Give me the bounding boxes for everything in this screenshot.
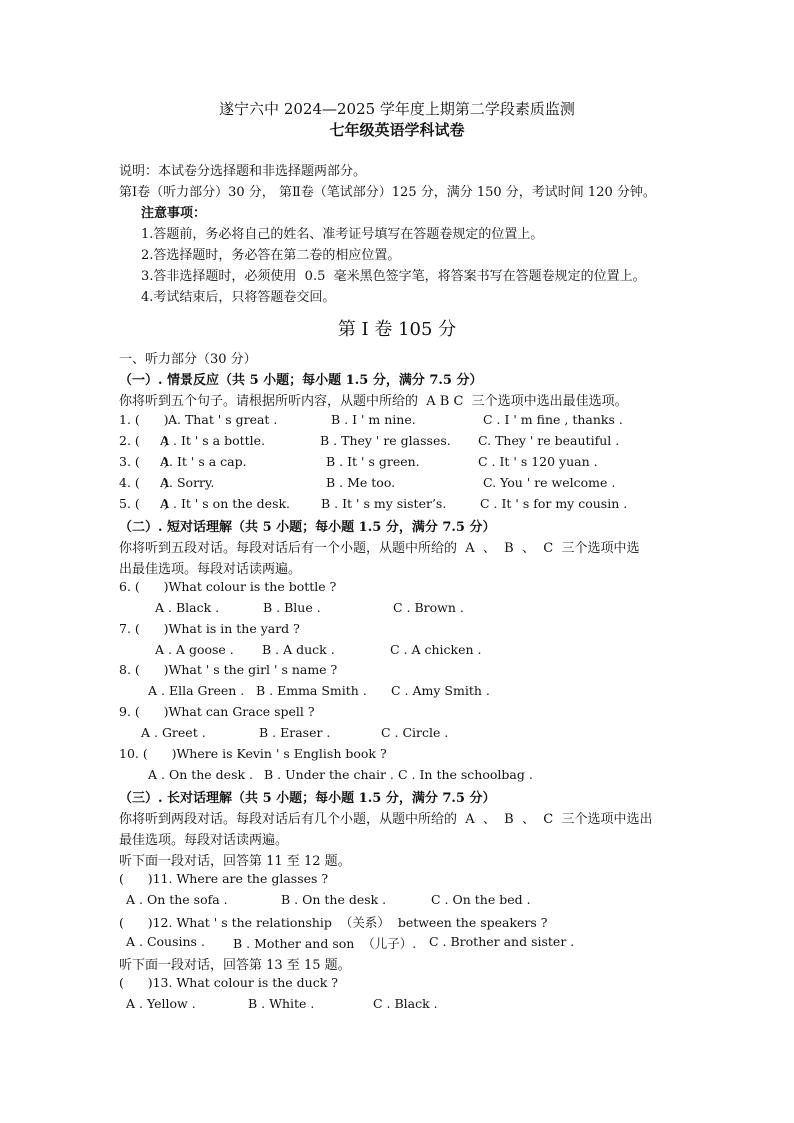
option-b: B . Blue . (263, 600, 321, 615)
part-title: 一、听力部分（30 分） (119, 352, 257, 367)
option-b: B . A duck . (262, 642, 335, 657)
option-b: B . It ' s my sister’s. (321, 496, 447, 511)
option-b: B . I ' m nine. (331, 412, 416, 427)
intro-line: 说明：本试卷分选择题和非选择题两部分。 (119, 164, 367, 179)
question-text: ( )11. Where are the glasses ? (119, 871, 329, 886)
option-a: A . It ' s on the desk. (160, 496, 291, 511)
question-number: 2. ( ) (119, 433, 169, 448)
option-b: B . On the desk . (281, 892, 387, 907)
question-number: 4. ( ) (119, 475, 169, 490)
option-b: B . Under the chair . (264, 767, 394, 782)
subsection-title: （二）. 短对话理解（共 5 小题；每小题 1.5 分，满分 7.5 分） (119, 520, 496, 535)
option-a: A. Sorry. (160, 475, 215, 490)
instruction: 最佳选项。每段对话读两遍。 (119, 833, 289, 848)
subsection-title: （三）. 长对话理解（共 5 小题；每小题 1.5 分，满分 7.5 分） (119, 791, 496, 806)
option-c: C . In the schoolbag . (398, 767, 533, 782)
option-a: A . Cousins . (126, 934, 205, 949)
question-text: 8. ( )What ' s the girl ' s name ? (119, 662, 338, 677)
option-c: C. They ' re beautiful . (478, 433, 620, 448)
option-c: C . I ' m fine , thanks . (483, 412, 623, 427)
note-item: 2.答选择题时，务必答在第二卷的相应位置。 (141, 248, 401, 263)
option-a: A . Ella Green . (148, 683, 245, 698)
question-text: 9. ( )What can Grace spell ? (119, 704, 315, 719)
question-number: 1. ( ) (119, 412, 169, 427)
section-title: 第 I 卷 105 分 (337, 319, 457, 340)
option-b: B . It ' s green. (326, 454, 420, 469)
option-a: A . On the sofa . (126, 892, 228, 907)
question-number: 3. ( ) (119, 454, 169, 469)
option-a: A . A goose . (155, 642, 234, 657)
question-text: 6. ( )What colour is the bottle ? (119, 579, 337, 594)
option-c: C . On the bed . (431, 892, 531, 907)
option-b: B . Eraser . (259, 725, 331, 740)
option-c: C . It ' s 120 yuan . (478, 454, 598, 469)
note-item: 1.答题前，务必将自己的姓名、准考证号填写在答题卷规定的位置上。 (141, 227, 544, 242)
option-c: C . Amy Smith . (391, 683, 490, 698)
option-a: A . On the desk . (148, 767, 253, 782)
option-a: A . It ' s a bottle. (160, 433, 266, 448)
option-c: C . Black . (373, 996, 438, 1011)
option-c: C . Brown . (393, 600, 464, 615)
dialog-note: 听下面一段对话，回答第 11 至 12 题。 (119, 854, 351, 869)
question-text: 7. ( )What is in the yard ? (119, 621, 300, 636)
question-text: ( )13. What colour is the duck ? (119, 975, 338, 990)
option-a: A. That ' s great . (168, 412, 278, 427)
note-item: 3.答非选择题时，必须使用 0.5 毫米黑色签字笔，将答案书写在答题卷规定的位置上。 (141, 269, 646, 284)
question-text: 10. ( )Where is Kevin ' s English book ? (119, 746, 387, 761)
option-b: B . Emma Smith . (256, 683, 367, 698)
option-c: C . Brother and sister . (429, 934, 575, 949)
option-b: B . Me too. (326, 475, 396, 490)
instruction: 出最佳选项。每段对话读两遍。 (119, 562, 302, 577)
option-b: B . White . (248, 996, 315, 1011)
subsection-title: （一）. 情景反应（共 5 小题；每小题 1.5 分，满分 7.5 分） (119, 373, 483, 388)
exam-subtitle: 七年级英语学科试卷 (329, 121, 465, 139)
option-c: C . It ' s for my cousin . (480, 496, 628, 511)
question-text: ( )12. What ' s the relationship （关系） between the speakers ? (119, 915, 548, 930)
question-number: 5. ( ) (119, 496, 169, 511)
option-a: A . Greet . (141, 725, 206, 740)
option-b: B . They ' re glasses. (320, 433, 451, 448)
option-c: C . A chicken . (390, 642, 482, 657)
instruction: 你将听到五段对话。每段对话后有一个小题，从题中所给的 A 、 B 、 C 三个选项中选 (119, 541, 640, 556)
option-a: A. It ' s a cap. (160, 454, 247, 469)
option-b: B . Mother and son （儿子）. (233, 936, 417, 951)
dialog-note: 听下面一段对话，回答第 13 至 15 题。 (119, 958, 351, 973)
instruction: 你将听到五个句子。请根据所听内容，从题中所给的 A B C 三个选项中选出最佳选项。 (119, 394, 628, 409)
instruction: 你将听到两段对话。每段对话后有几个小题，从题中所给的 A 、 B 、 C 三个选项中选出 (119, 812, 653, 827)
option-a: A . Black . (155, 600, 220, 615)
option-c: C . Circle . (381, 725, 449, 740)
option-a: A . Yellow . (126, 996, 196, 1011)
intro-line: 第Ⅰ卷（听力部分）30 分， 第Ⅱ卷（笔试部分）125 分，满分 150 分，考试时间 120 分钟。 (119, 185, 656, 200)
exam-title: 遂宁六中 2024—2025 学年度上期第二学段素质监测 (219, 100, 575, 118)
note-item: 4.考试结束后，只将答题卷交回。 (141, 290, 336, 305)
notes-title: 注意事项： (141, 206, 207, 221)
option-c: C. You ' re welcome . (483, 475, 616, 490)
